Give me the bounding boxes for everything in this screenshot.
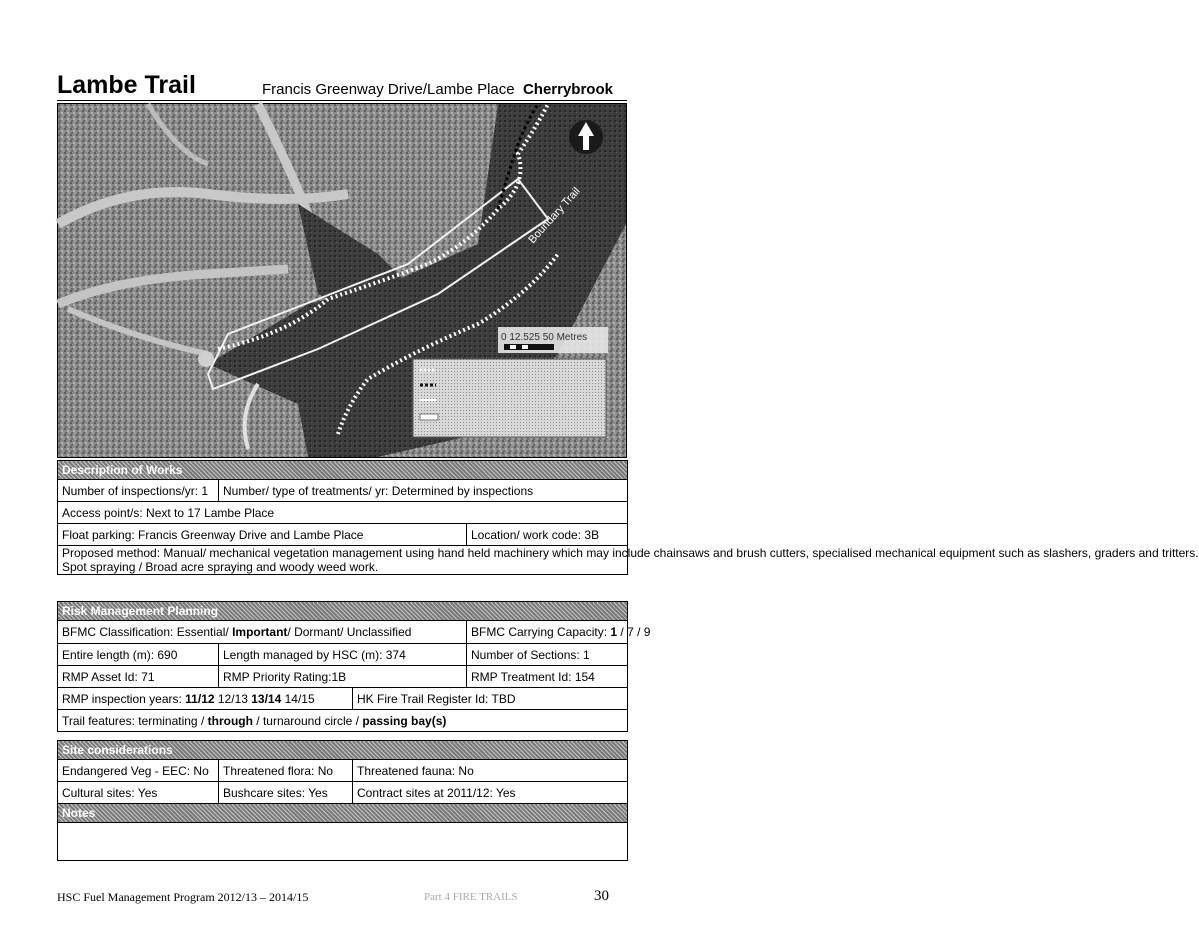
notes-section-header: Notes [58, 804, 628, 823]
features-mid: / turnaround circle / [252, 713, 363, 728]
notes-cell [58, 823, 628, 861]
spraying-method-text: Spot spraying / Broad acre spraying and woody weed work. [62, 560, 379, 574]
cultural-sites-cell: Cultural sites: Yes [58, 782, 219, 804]
description-of-works-table [57, 460, 1199, 575]
number-of-sections-cell: Number of Sections: 1 [467, 644, 628, 666]
classification-suffix: / Dormant/ Unclassified [287, 625, 412, 639]
classification-selected: Important [232, 625, 288, 639]
trail-location [262, 81, 613, 99]
years-prefix: RMP inspection years: [62, 691, 186, 706]
location-streets: Francis Greenway Drive/Lambe Place [262, 81, 515, 98]
bushcare-sites-cell: Bushcare sites: Yes [219, 782, 353, 804]
risk-management-table [57, 601, 651, 732]
inspection-years-cell [58, 688, 353, 710]
site-considerations-table [57, 740, 628, 861]
footer-part: Part 4 FIRE TRAILS [424, 891, 518, 903]
classification-prefix: BFMC Classification: Essential/ [62, 625, 233, 639]
bfmc-classification-cell [58, 621, 467, 644]
proposed-method-text: Proposed method: Manual/ mechanical vegetation management using hand held machinery which may include chainsaws and brush cutters, specialised mechanical equipment such as slashers, graders and tritters. [62, 546, 1199, 560]
trail-features-cell [58, 710, 628, 732]
year-1314: 13/14 [251, 691, 282, 706]
rmp-treatment-id-cell: RMP Treatment Id: 154 [467, 666, 628, 688]
fire-trail-register-cell: HK Fire Trail Register Id: TBD [353, 688, 628, 710]
page-title: Lambe Trail [57, 71, 196, 99]
carrying-capacity-cell [467, 621, 651, 644]
proposed-method-cell [58, 546, 1199, 575]
title-divider [57, 100, 627, 101]
inspections-cell: Number of inspections/yr: 1 [58, 480, 219, 502]
threatened-flora-cell: Threatened flora: No [219, 760, 353, 782]
capacity-selected: 1 [610, 625, 618, 639]
length-managed-cell: Length managed by HSC (m): 374 [219, 644, 467, 666]
feature-passing-bays: passing bay(s) [362, 713, 447, 728]
year-1415: 14/15 [281, 691, 315, 706]
features-prefix: Trail features: terminating / [62, 713, 208, 728]
site-section-header: Site considerations [58, 741, 628, 760]
threatened-fauna-cell: Threatened fauna: No [353, 760, 628, 782]
endangered-veg-cell: Endangered Veg - EEC: No [58, 760, 219, 782]
description-section-header: Description of Works [58, 461, 628, 480]
location-code-cell: Location/ work code: 3B [467, 524, 628, 546]
map-trail-label: Boundary Trail [526, 185, 583, 247]
contract-sites-cell: Contract sites at 2011/12: Yes [353, 782, 628, 804]
location-suburb: Cherrybrook [522, 81, 613, 98]
float-parking-cell: Float parking: Francis Greenway Drive and Lambe Place [58, 524, 467, 546]
year-1213: 12/13 [214, 691, 252, 706]
treatments-cell: Number/ type of treatments/ yr: Determined by inspections [219, 480, 628, 502]
feature-through: through [207, 713, 253, 728]
aerial-map-image [58, 104, 626, 457]
trail-map [57, 103, 627, 458]
map-legend [413, 359, 606, 437]
access-points-cell: Access point/s: Next to 17 Lambe Place [58, 502, 628, 524]
entire-length-cell: Entire length (m): 690 [58, 644, 219, 666]
rmp-priority-cell: RMP Priority Rating:1B [219, 666, 467, 688]
capacity-prefix: BFMC Carrying Capacity: [471, 625, 611, 639]
footer-program: HSC Fuel Management Program 2012/13 – 2014/15 [57, 890, 309, 904]
risk-section-header: Risk Management Planning [58, 602, 628, 621]
map-scale-label: 0 12.525 50 Metres [501, 332, 588, 343]
capacity-suffix: / 7 / 9 [617, 625, 651, 639]
rmp-asset-id-cell: RMP Asset Id: 71 [58, 666, 219, 688]
year-1112: 11/12 [185, 691, 215, 706]
page-number: 30 [594, 888, 609, 904]
